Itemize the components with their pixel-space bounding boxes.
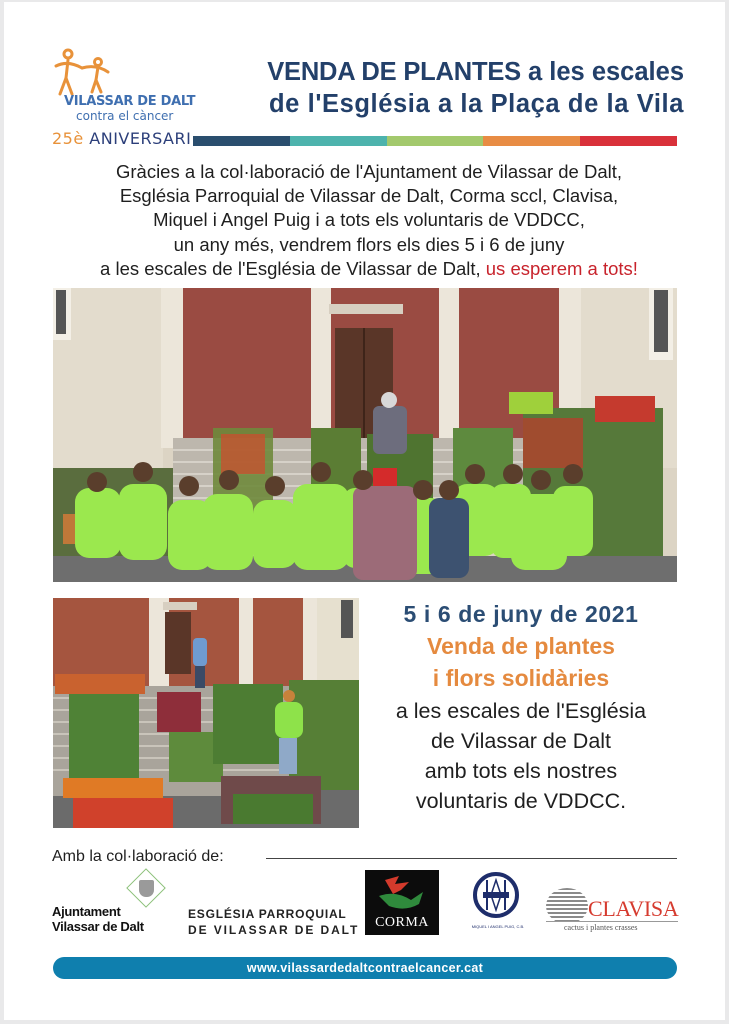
title-line-2: de l'Església a la Plaça de la Vila [269, 90, 684, 118]
intro-line: Miquel i Angel Puig i a tots els voluntaris de VDDCC, [153, 209, 585, 231]
miquel-caption: MIQUEL I ANGEL PUIG, C.B. [471, 924, 525, 929]
intro-highlight: us esperem a tots! [485, 257, 638, 279]
esglesia-line-1: ESGLÉSIA PARROQUIAL [188, 907, 347, 921]
flower-steps-photo-image [53, 598, 359, 828]
title-bold: VENDA DE PLANTES [267, 58, 521, 86]
anniversary-number: 25è [52, 129, 84, 148]
description-line: voluntaris de VDDCC. [415, 789, 627, 813]
stripe-teal [290, 136, 387, 146]
intro-line: un any més, vendrem flors els dies 5 i 6 de juny [173, 233, 565, 255]
stripe-orange [483, 136, 580, 146]
title-line-1 [192, 56, 684, 88]
title-rest: a les escales [520, 58, 684, 86]
intro-text [44, 160, 694, 281]
event-info [361, 598, 681, 816]
intro-line: Església Parroquial de Vilassar de Dalt, Corma sccl, Clavisa, [119, 185, 619, 207]
striped-sun-icon [546, 888, 588, 924]
clavisa-name: CLAVISA [588, 896, 679, 921]
page-title [192, 56, 684, 120]
sponsor-esglesia-logo [188, 906, 359, 938]
stripe-green [387, 136, 484, 146]
coat-of-arms-icon [139, 880, 154, 897]
website-link[interactable]: www.vilassardedaltcontraelcancer.cat [53, 957, 677, 979]
stripe-navy [193, 136, 290, 146]
poster-page [4, 2, 725, 1020]
description-line: amb tots els nostres [424, 759, 618, 783]
event-date: 5 i 6 de juny de 2021 [403, 601, 639, 627]
vddcc-logo [46, 46, 196, 152]
ajuntament-name [52, 904, 144, 934]
corma-name: CORMA [375, 915, 429, 930]
sponsor-miquel-angel-puig-logo [467, 872, 529, 932]
sponsor-corma-logo [365, 870, 439, 935]
event-subtitle-1: Venda de plantes [427, 633, 615, 659]
event-subtitle-2: i flors solidàries [432, 665, 610, 691]
logo-anniversary [52, 129, 191, 148]
volunteers-photo-image [53, 288, 677, 582]
esglesia-line-2: DE VILASSAR DE DALT [188, 923, 360, 937]
clavisa-divider [546, 921, 678, 922]
event-description [361, 696, 681, 816]
leaf-icon [365, 872, 439, 916]
sponsor-ajuntament-logo [50, 868, 180, 938]
anniversary-word: ANIVERSARI [89, 129, 192, 148]
collaboration-divider [266, 858, 677, 859]
collaboration-label: Amb la col·laboració de: [52, 848, 224, 865]
logo-title: VILASSAR DE DALT [64, 94, 196, 109]
clavisa-tagline: cactus i plantes crasses [564, 923, 638, 932]
sponsor-clavisa-logo [542, 888, 682, 934]
circle-emblem-icon [473, 872, 519, 918]
flower-steps-photo [53, 598, 359, 828]
two-figures-icon [52, 48, 122, 96]
ajuntament-line-1: Ajuntament [52, 904, 121, 919]
volunteers-photo [53, 288, 677, 582]
description-line: de Vilassar de Dalt [430, 729, 612, 753]
stripe-red [580, 136, 677, 146]
logo-subtitle: contra el càncer [76, 109, 174, 123]
intro-line: Gràcies a la col·laboració de l'Ajuntament de Vilassar de Dalt, [115, 161, 623, 182]
intro-last-prefix: a les escales de l'Església de Vilassar de Dalt, [100, 257, 486, 279]
ajuntament-line-2: Vilassar de Dalt [52, 919, 144, 934]
color-stripe-divider [193, 136, 677, 146]
description-line: a les escales de l'Església [395, 699, 647, 723]
intro-line [44, 257, 694, 281]
